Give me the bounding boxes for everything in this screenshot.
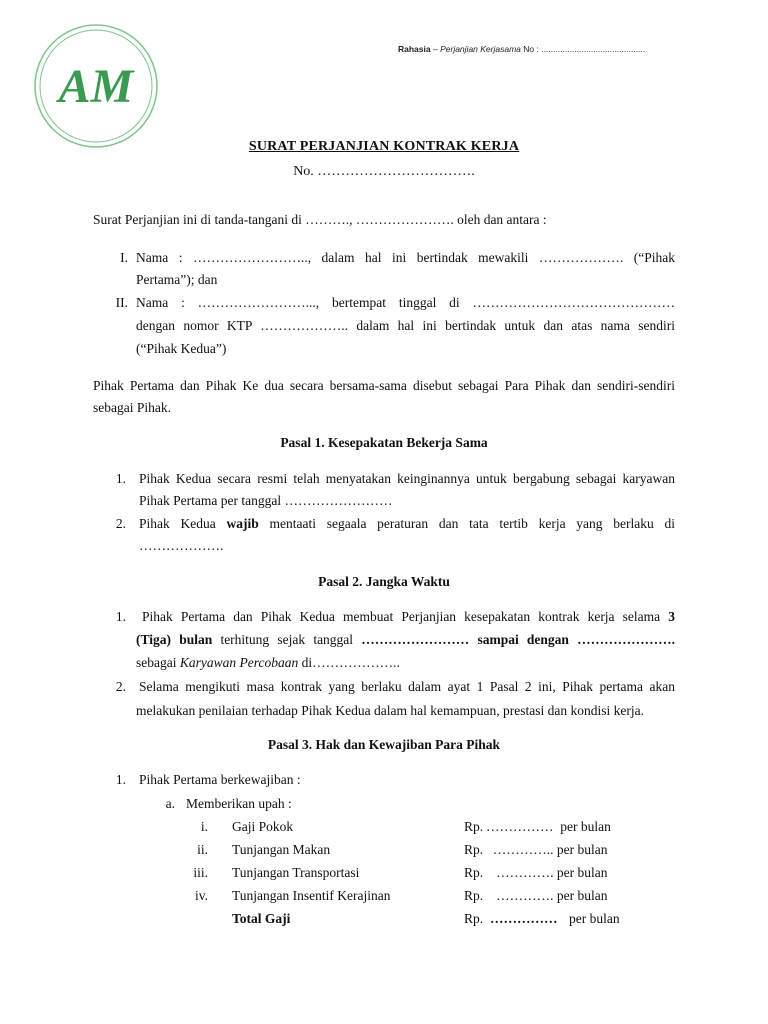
pasal-2-item-1-line-1	[142, 609, 675, 625]
party-2-number: II.	[115, 295, 128, 310]
item-2-text-a: Pihak Kedua	[139, 516, 216, 531]
wage-row-1-number: i.	[200, 819, 208, 834]
pasal-3-sub-a-text: Memberikan upah :	[186, 796, 292, 811]
pasal-3-item-1-text: Pihak Pertama berkewajiban :	[139, 772, 301, 787]
wage-row-2-amount: ………….. per bulan	[486, 842, 608, 857]
party-1-line-2: Pertama”); dan	[136, 272, 218, 287]
item-2-text-c: mentaati segaala peraturan dan tata tertib kerja yang berlaku di	[269, 516, 676, 531]
header-no-dots: ............................................	[541, 44, 646, 54]
pasal-2-date-range: …………………… sampai dengan ………………….	[361, 632, 676, 647]
item-2-wajib: wajib	[226, 516, 259, 531]
total-gaji-rp: Rp.	[464, 911, 484, 926]
company-logo	[32, 22, 160, 150]
wage-row-1-amount: …………… per bulan	[486, 819, 611, 834]
wage-row-2-label: Tunjangan Makan	[232, 842, 331, 857]
pasal-2-item-1-line-3	[136, 655, 400, 671]
wage-row-2-number: ii.	[197, 842, 208, 857]
pasal-2-terhitung: terhitung sejak tanggal	[220, 632, 354, 647]
wage-row-4-rp: Rp.	[464, 888, 484, 903]
wage-row-3-number: iii.	[193, 865, 208, 880]
pasal-2-item-1-number: 1.	[115, 609, 126, 624]
header-rahasia: Rahasia	[398, 44, 431, 54]
summary-line-2: sebagai Pihak.	[93, 400, 171, 415]
pasal-2-item-1-line-2	[136, 632, 675, 648]
document-number: No. …………………………….	[293, 164, 475, 179]
total-gaji-label: Total Gaji	[232, 911, 291, 926]
header-no-label: No :	[523, 44, 539, 54]
pasal-3-item-1-number: 1.	[115, 772, 126, 787]
pasal-2-item-2-line-2: melakukan penilaian terhadap Pihak Kedua dalam hal kemampuan, prestasi dan kondisi kerja.	[136, 703, 644, 718]
wage-row-1-rp: Rp.	[464, 819, 484, 834]
document-title: SURAT PERJANJIAN KONTRAK KERJA	[248, 139, 520, 154]
party-2-line-1: Nama : ……………………..., bertempat tinggal di ………………………………………	[136, 295, 675, 310]
pasal-3-heading: Pasal 3. Hak dan Kewajiban Para Pihak	[267, 737, 501, 752]
wage-row-4-amount: …………. per bulan	[486, 888, 608, 903]
total-gaji-per-bulan: per bulan	[569, 911, 620, 926]
pasal-2-item-2-line-1: Selama mengikuti masa kontrak yang berlaku dalam ayat 1 Pasal 2 ini, Pihak pertama akan	[139, 679, 675, 694]
pasal-2-di: di………………..	[301, 655, 400, 670]
pasal-2-heading: Pasal 2. Jangka Waktu	[318, 574, 450, 589]
pasal-1-item-2-number: 2.	[115, 516, 126, 531]
total-gaji-dots: ……………	[490, 911, 558, 926]
wage-row-2-rp: Rp.	[464, 842, 484, 857]
pasal-1-item-1-line-2: Pihak Pertama per tanggal ……………………	[139, 493, 393, 508]
wage-row-3-rp: Rp.	[464, 865, 484, 880]
header-doc-name: Perjanjian Kerjasama	[440, 44, 521, 54]
summary-line-1: Pihak Pertama dan Pihak Ke dua secara bersama-sama disebut sebagai Para Pihak dan sendiri-sendiri	[93, 378, 675, 393]
pasal-1-item-1-number: 1.	[115, 471, 126, 486]
logo-text: AM	[58, 60, 134, 113]
pasal-3-sub-a-number: a.	[165, 796, 175, 811]
pasal-1-item-2-line-1	[139, 516, 675, 532]
pasal-2-tiga-bulan: (Tiga) bulan	[136, 632, 213, 647]
party-2-line-3: (“Pihak Kedua”)	[136, 341, 227, 356]
logo-emblem-icon	[32, 22, 160, 150]
pasal-1-item-1-line-1: Pihak Kedua secara resmi telah menyatakan keinginannya untuk bergabung sebagai karyawan	[139, 471, 675, 486]
wage-row-1-label: Gaji Pokok	[232, 819, 294, 834]
pasal-2-karyawan-percobaan: Karyawan Percobaan	[179, 655, 299, 670]
header-dash: –	[432, 44, 438, 54]
intro-paragraph: Surat Perjanjian ini di tanda-tangani di ………., …………………. oleh dan antara :	[93, 212, 547, 227]
pasal-2-sebagai: sebagai	[136, 655, 177, 670]
party-2-line-2: dengan nomor KTP ……………….. dalam hal ini bertindak untuk dan atas nama sendiri	[136, 318, 675, 333]
party-1-number: I.	[120, 250, 128, 265]
wage-row-3-label: Tunjangan Transportasi	[232, 865, 360, 880]
wage-row-4-number: iv.	[195, 888, 208, 903]
pasal-2-item-1-text-a: Pihak Pertama dan Pihak Kedua membuat Perjanjian kesepakatan kontrak kerja selama	[142, 609, 661, 624]
confidential-header	[398, 44, 645, 54]
wage-row-4-label: Tunjangan Insentif Kerajinan	[232, 888, 391, 903]
pasal-1-heading: Pasal 1. Kesepakatan Bekerja Sama	[280, 435, 488, 450]
pasal-2-item-1-text-b: 3	[668, 609, 675, 624]
party-1-line-1: Nama : …………………….., dalam hal ini bertindak mewakili ………………. (“Pihak	[136, 250, 675, 265]
pasal-1-item-2-line-2: ……………….	[139, 538, 224, 553]
pasal-2-item-2-number: 2.	[115, 679, 126, 694]
wage-row-3-amount: …………. per bulan	[486, 865, 608, 880]
